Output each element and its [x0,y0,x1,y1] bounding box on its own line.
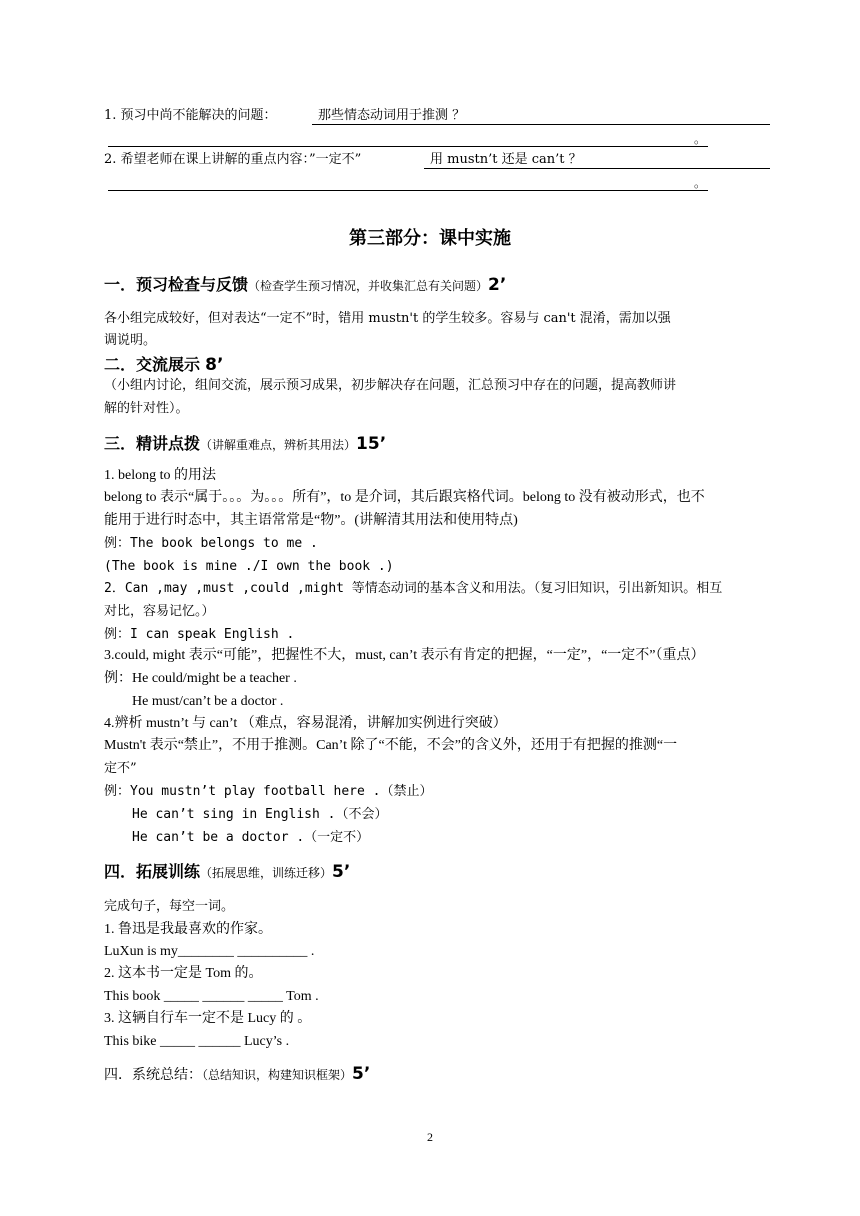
prestudy-q2-answer: 用 mustn’t 还是 can’t ？ [430,152,582,167]
section-3-line: belong to 表示“属于。。。为。。。所有”，to 是介词，其后跟宾格代词。belong to 没有被动形式，也不 [104,490,705,505]
section-4-points: 5’ [332,862,351,882]
exercise-line: This bike _____ ______ Lucy’s . [104,1034,290,1049]
section-3-example: (The book is mine ./I own the book .) [104,559,394,574]
section-3-line: 定不” [104,761,137,776]
answer-underline [108,190,708,191]
section-3-line: 对比，容易记忆。） [104,604,215,619]
section-3-line: Mustn't 表示“禁止”，不用于推测。Can’t 除了“不能，不会”的含义外，还用于有把握的推测“一 [104,738,678,753]
section-3-points: 15’ [356,434,387,454]
section-2-body-line: 解的针对性）。 [104,401,189,416]
period-mark: 。 [694,132,707,146]
section-5-heading [104,1064,370,1084]
exercise-line: LuXun is my________ __________ . [104,944,315,959]
section-4-title: 四．拓展训练 [104,862,201,881]
section-1-points: 2’ [488,275,507,295]
section-3-line: 2．Can ,may ,must ,could ,might 等情态动词的基本含义和用法。（复习旧知识，引出新知识。相互 [104,581,723,596]
section-3-example: 例：I can speak English . [104,627,295,642]
section-2-body-line: （小组内讨论，组间交流，展示预习成果，初步解决存在问题，汇总预习中存在的问题，提高教师讲 [104,378,677,393]
exercise-line: 完成句子，每空一词。 [104,899,235,914]
section-1-heading [104,275,506,295]
period-mark: 。 [694,176,707,190]
section-5-points: 5’ [352,1064,371,1084]
section-3-example: 例：The book belongs to me . [104,536,318,551]
section-3-line: 能用于进行时态中，其主语常常是“物”。(讲解清其用法和使用特点) [104,513,518,528]
section-1-note: （检查学生预习情况，并收集汇总有关问题） [248,279,489,293]
exercise-line: 3. 这辆自行车一定不是 Lucy 的 。 [104,1011,312,1026]
section-3-example: 例：You mustn’t play football here .（禁止） [104,784,433,799]
section-3-line: 1. belong to 的用法 [104,468,216,483]
section-3-heading [104,434,386,454]
section-4-note: （拓展思维，训练迁移） [200,866,333,880]
prestudy-q2-label: 2. 希望老师在课上讲解的重点内容：”一定不” [104,152,362,167]
section-1-body-line: 调说明。 [104,333,157,348]
section-2-points: 8’ [205,355,224,375]
exercise-line: 2. 这本书一定是 Tom 的。 [104,966,263,981]
section-2-heading [104,355,223,375]
section-3-example: 例：He could/might be a teacher . [104,671,297,686]
section-5-note: （总结知识，构建知识框架） [202,1068,353,1082]
section-3-example: He can’t sing in English .（不会） [132,807,388,822]
answer-underline [312,124,770,125]
section-3-line: 4.辨析 mustn’t 与 can’t （难点，容易混淆，讲解加实例进行突破） [104,716,507,731]
answer-underline [424,168,770,169]
section-3-example: He can’t be a doctor .（一定不） [132,830,370,845]
page-title: 第三部分：课中实施 [349,228,511,249]
section-3-example: He must/can’t be a doctor . [132,694,284,709]
answer-underline [108,146,708,147]
page-number: 2 [427,1130,433,1144]
prestudy-q1-answer: 那些情态动词用于推测 ？ [318,108,466,123]
section-3-note: （讲解重难点，辨析其用法） [200,438,357,452]
section-2-title: 二．交流展示 [104,355,201,374]
section-4-heading [104,862,350,882]
section-3-line: 3.could, might 表示“可能”，把握性不大，must, can’t 表示有肯定的把握，“一定”，“一定不”（重点） [104,648,705,663]
section-1-body-line: 各小组完成较好，但对表达“一定不”时，错用 mustn't 的学生较多。容易与 can't 混淆，需加以强 [104,311,671,326]
section-3-title: 三．精讲点拨 [104,434,201,453]
exercise-line: This book _____ ______ _____ Tom . [104,989,319,1004]
prestudy-q1-label: 1. 预习中尚不能解决的问题： [104,108,277,123]
section-1-title: 一．预习检查与反馈 [104,275,249,294]
section-5-title: 四．系统总结： [104,1067,202,1083]
exercise-line: 1. 鲁迅是我最喜欢的作家。 [104,922,272,937]
